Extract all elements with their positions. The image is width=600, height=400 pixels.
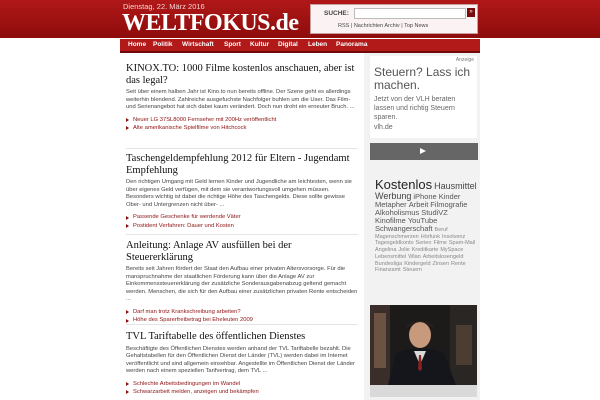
tag-link[interactable]: Rente [451, 260, 466, 267]
related-link-text: Alte amerikanische Spielfilme von Hitchcock [133, 125, 247, 132]
nav-item-politik[interactable]: Politik [153, 41, 173, 48]
related-link[interactable] [126, 380, 358, 388]
main-navigation [120, 39, 480, 51]
link-separator: | [350, 23, 353, 29]
ad-cta-button[interactable] [370, 143, 478, 160]
bullet-icon [126, 382, 129, 386]
tag-link[interactable]: Zinsen [432, 260, 450, 267]
tag-link[interactable]: Magenschmerzen [375, 233, 419, 240]
archive-link[interactable]: Nachrichten Archiv [353, 23, 400, 29]
search-input[interactable] [354, 8, 466, 19]
main-content [120, 53, 360, 400]
tag-link[interactable]: Kinder [438, 191, 461, 201]
article-teaser: Den richtigen Umgang mit Geld lernen Kinder und Jugendliche am leichtesten, wenn sie über eigenes Geld verfügen, mit dem sie verantwortungsvoll umgehen müssen. Besonders wichtig ist dabei die richtige Höhe des Taschengelds. Diese sollte gewisse Ober- und Untergrenzen nicht über- ... [126, 179, 352, 208]
related-link-text: Schlechte Arbeitsbedingungen im Wandel [133, 380, 241, 387]
tag-link[interactable]: Schwangerschaft [375, 223, 433, 233]
tag-link[interactable]: Serien [415, 240, 432, 247]
site-header [0, 0, 600, 38]
tag-link[interactable]: StudiVZ [421, 207, 448, 217]
ad-text: Jetzt von der VLH beraten lassen und richtig Steuern sparen. [374, 96, 456, 121]
tag-link[interactable]: Arbeitslosengeld [422, 253, 464, 260]
nav-item-leben[interactable]: Leben [308, 41, 328, 48]
tag-link[interactable]: Finanzamt [375, 267, 401, 274]
tag-link[interactable]: Wlan [408, 253, 421, 260]
related-link[interactable] [126, 388, 358, 396]
article-teaser: Bereits seit Jahren fördert der Staat den Aufbau einer privaten Altersvorsorge. Für die manspruchnahme der staatlichen Förderung kann über die Anlage AV zur Einkommenssteuererklärung der zusätzliche Sonderausgabenabzug geltend gemacht werden. Menschen, die sich für den Aufbau einer zusätzlichen privaten Rente entscheiden ... [126, 266, 358, 303]
related-link[interactable] [126, 124, 358, 132]
tag-link[interactable]: Metapher [375, 200, 407, 210]
article [126, 63, 358, 133]
related-links [126, 213, 358, 230]
article [126, 331, 358, 397]
tag-link[interactable]: Filmografie [430, 200, 468, 210]
search-button[interactable]: » [467, 8, 475, 17]
tag-link[interactable]: Insolvenz [441, 233, 466, 240]
article [126, 153, 358, 230]
search-links [338, 23, 428, 29]
tag-link[interactable]: Beruf [434, 226, 448, 233]
related-link-text: Höhe des Sparerfreibetrag bei Eheleuten 2009 [133, 317, 253, 324]
article-title[interactable]: Anleitung: Anlage AV ausfüllen bei der Steuererklärung [126, 240, 292, 263]
related-link[interactable] [126, 308, 358, 316]
related-link-text: Schwarzarbeit melden, anzeigen und bekämpfen [133, 389, 259, 396]
article-separator [126, 234, 358, 235]
tag-link[interactable]: Steuern [402, 267, 422, 274]
nav-item-home[interactable]: Home [128, 41, 147, 48]
tag-link[interactable]: Angelina [375, 247, 397, 254]
article-title[interactable]: Taschengeldempfehlung 2012 für Eltern - Jugendamt Empfehlung [126, 153, 350, 176]
article-title[interactable]: TVL Tariftabelle des öffentlichen Dienstes [126, 331, 306, 342]
tag-link[interactable]: Kindergeld [404, 260, 431, 267]
related-link[interactable] [126, 222, 358, 230]
nav-item-digital[interactable]: Digital [278, 41, 298, 48]
search-box [310, 4, 478, 34]
tag-link[interactable]: Lebensmittel [375, 253, 407, 260]
article [126, 240, 358, 325]
tag-link[interactable]: Filme [433, 240, 447, 247]
tag-link[interactable]: Spam-Mail [448, 240, 476, 247]
related-links [126, 308, 358, 325]
link-separator: | [401, 23, 403, 29]
bullet-icon [126, 224, 129, 228]
bullet-icon [126, 390, 129, 394]
related-link-text: Postident Verfahren: Dauer und Kosten [133, 222, 234, 229]
article-separator [126, 148, 358, 149]
tag-link[interactable]: Kostenlos [375, 177, 433, 192]
article-title[interactable]: KINOX.TO: 1000 Filme kostenlos anschauen, aber ist das legal? [126, 63, 355, 86]
tag-link[interactable]: Bundesliga [375, 260, 403, 267]
ad-headline[interactable]: Steuern? Lass ich machen. [374, 65, 471, 92]
tag-link[interactable]: Jolie [398, 247, 410, 254]
video-thumbnail[interactable] [370, 305, 477, 385]
related-link-text: Darf man trotz Krankschreibung arbeiten? [133, 308, 241, 315]
ad-banner[interactable] [370, 56, 477, 138]
video-caption-bar [370, 385, 477, 397]
related-link[interactable] [126, 116, 358, 124]
tag-link[interactable]: Hörfunk [420, 233, 440, 240]
related-link-text: Passende Geschenke für werdende Väter [133, 214, 241, 221]
video-frame-icon [370, 305, 477, 385]
bullet-icon [126, 216, 129, 220]
tag-link[interactable]: Werbung [375, 190, 412, 201]
related-links [126, 116, 358, 133]
tag-link[interactable]: Tagesgeldkonto [375, 240, 414, 247]
tag-link[interactable]: Kinofilme [375, 215, 406, 225]
article-teaser: Seit über einem halben Jahr ist Kino.to nun bereits offline. Der Szene geht es allerdings weiterhin blendend. Zahlreiche ausgefuchste Nachfolger buhlen um die User. Das Film- und Serienangebot hat sich dabei kaum verändert. Doch nun droht ein erneuter Bruch. ... [126, 89, 355, 111]
top-news-link[interactable]: Top News [404, 23, 429, 29]
bullet-icon [126, 319, 129, 323]
header-date: Dienstag, 22. März 2016 [123, 2, 205, 11]
rss-link[interactable]: RSS [338, 23, 350, 29]
nav-item-sport[interactable]: Sport [224, 41, 241, 48]
tag-link[interactable]: Arbeit [408, 200, 429, 210]
bullet-icon [126, 310, 129, 314]
nav-item-kultur[interactable]: Kultur [250, 41, 270, 48]
tag-link[interactable]: Kreditkarte [411, 247, 439, 254]
article-separator [126, 324, 358, 325]
ad-domain[interactable]: vlh.de [374, 124, 393, 131]
tag-link[interactable]: YouTube [407, 215, 438, 225]
bullet-icon [126, 126, 129, 130]
article-teaser: Beschäftigte des Öffentlichen Dienstes werden anhand der TVL Tariftabelle bezahlt. Die Gehaltstabellen für den Öffentlichen Dienst der Länder (TVL) werden dabei im Internet veröffentlicht und sind allgemein einsehbar. Angestellte im Öffentlichen Dienst der Länder werden nach einem speziellen Tarifvertrag, dem TVL ... [126, 345, 355, 375]
related-links [126, 380, 358, 397]
site-logo[interactable]: WELTFOKUS.de [122, 10, 299, 36]
sidebar [364, 53, 480, 400]
bullet-icon [126, 118, 129, 122]
nav-item-panorama[interactable]: Panorama [336, 41, 368, 48]
ad-label: Anzeige [455, 57, 474, 63]
arrow-right-icon [420, 148, 426, 154]
search-label: SUCHE: [324, 10, 349, 17]
tag-link[interactable]: Alkoholismus [375, 207, 420, 217]
nav-item-wirtschaft[interactable]: Wirtschaft [182, 41, 214, 48]
related-link[interactable] [126, 213, 358, 221]
tag-link[interactable]: Hausmittel [434, 181, 477, 191]
tag-link[interactable]: iPhone [413, 191, 437, 201]
tag-cloud [375, 178, 479, 274]
related-link-text: Neuer LG 37SL8000 Fernseher mit 200Hz veröffentlicht [133, 116, 277, 123]
tag-link[interactable]: MySpace [440, 247, 464, 254]
